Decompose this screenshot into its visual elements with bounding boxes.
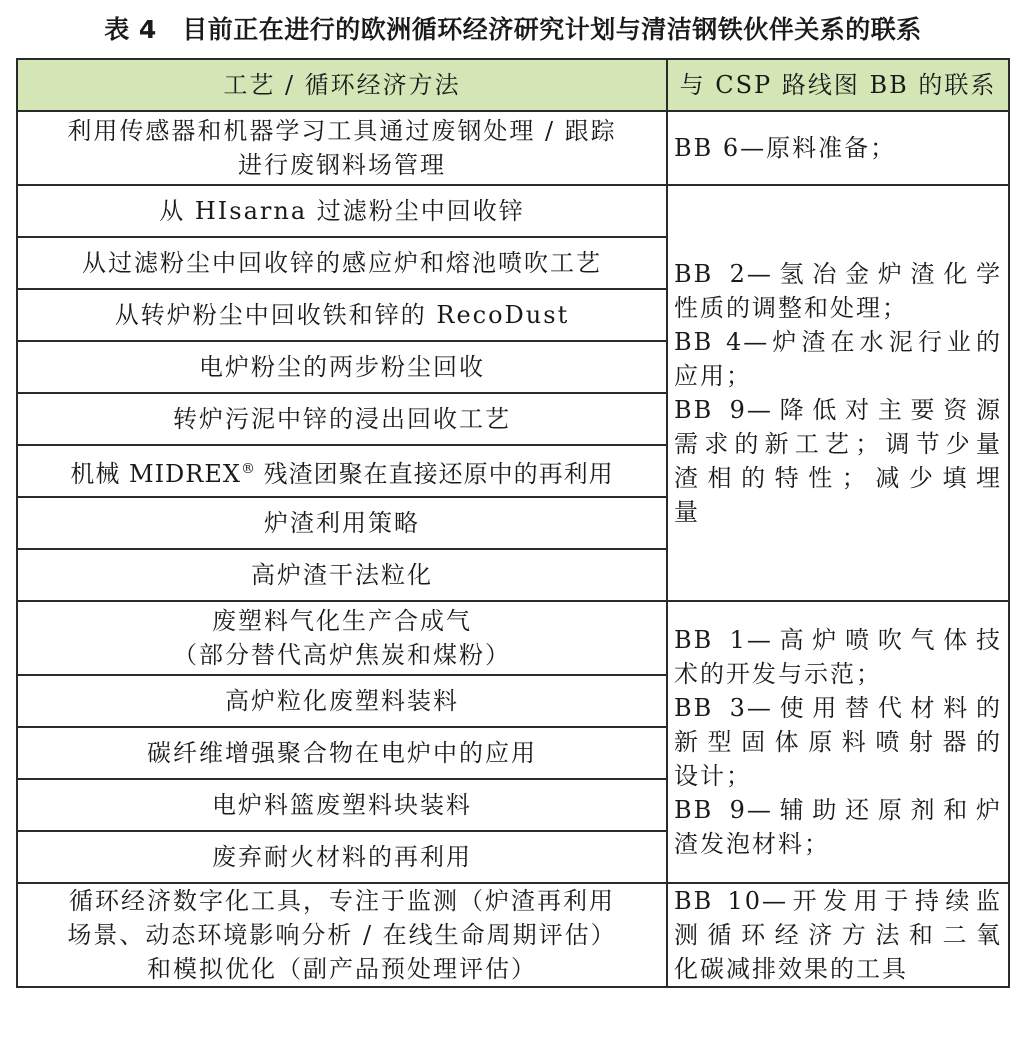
table-row xyxy=(17,883,1009,987)
link-line: BB 9—降低对主要资源 xyxy=(674,396,1002,424)
link-line: 量 xyxy=(674,498,700,526)
table-caption: 表 4 目前正在进行的欧洲循环经济研究计划与清洁钢铁伙伴关系的联系 xyxy=(104,15,922,44)
link-line: 渣相的特性；减少填埋 xyxy=(674,464,1002,492)
method-line: 废塑料气化生产合成气 xyxy=(212,607,472,635)
method-cell xyxy=(17,601,667,675)
link-line: BB 2—氢冶金炉渣化学 xyxy=(674,260,1002,288)
link-line: 新型固体原料喷射器的 xyxy=(674,728,1002,756)
link-line: 性质的调整和处理； xyxy=(674,294,908,322)
link-cell xyxy=(667,601,1009,883)
link-line: 术的开发与示范； xyxy=(674,660,882,688)
method-cell: 从转炉粉尘中回收铁和锌的 RecoDust xyxy=(17,289,667,341)
link-line: 化碳减排效果的工具 xyxy=(674,955,908,983)
method-line: 场景、动态环境影响分析 / 在线生命周期评估） xyxy=(67,921,617,949)
method-cell: 废弃耐火材料的再利用 xyxy=(17,831,667,883)
link-line: BB 10—开发用于持续监 xyxy=(674,887,1002,915)
link-cell xyxy=(667,883,1009,987)
method-cell xyxy=(17,111,667,185)
link-cell xyxy=(667,185,1009,601)
method-cell: 高炉渣干法粒化 xyxy=(17,549,667,601)
link-line: BB 1—高炉喷吹气体技 xyxy=(674,626,1002,654)
method-cell: 电炉粉尘的两步粉尘回收 xyxy=(17,341,667,393)
method-line: 利用传感器和机器学习工具通过废钢处理 / 跟踪 xyxy=(67,117,617,145)
method-line: 进行废钢料场管理 xyxy=(238,151,446,179)
link-line: 应用； xyxy=(674,362,752,390)
method-cell: 机械 MIDREX® 残渣团聚在直接还原中的再利用 xyxy=(17,445,667,497)
table-row xyxy=(17,111,1009,185)
link-line: BB 9—辅助还原剂和炉 xyxy=(674,796,1002,824)
method-cell: 碳纤维增强聚合物在电炉中的应用 xyxy=(17,727,667,779)
method-cell: 从过滤粉尘中回收锌的感应炉和熔池喷吹工艺 xyxy=(17,237,667,289)
link-line: 渣发泡材料； xyxy=(674,830,830,858)
registered-mark: ® xyxy=(240,460,255,477)
link-line: BB 3—使用替代材料的 xyxy=(674,694,1002,722)
method-cell: 转炉污泥中锌的浸出回收工艺 xyxy=(17,393,667,445)
link-line: BB 4—炉渣在水泥行业的 xyxy=(674,328,1002,356)
link-cell xyxy=(667,111,1009,185)
method-line: 循环经济数字化工具，专注于监测（炉渣再利用 xyxy=(69,887,615,915)
method-cell: 电炉料篮废塑料块装料 xyxy=(17,779,667,831)
table-row xyxy=(17,185,1009,237)
method-line: （部分替代高炉焦炭和煤粉） xyxy=(173,641,511,669)
link-line: 设计； xyxy=(674,762,752,790)
header-method: 工艺 / 循环经济方法 xyxy=(17,59,667,111)
method-cell: 炉渣利用策略 xyxy=(17,497,667,549)
method-cell: 从 HIsarna 过滤粉尘中回收锌 xyxy=(17,185,667,237)
research-table xyxy=(16,58,1010,988)
link-line: 测循环经济方法和二氧 xyxy=(674,921,1002,949)
link-line: 需求的新工艺；调节少量 xyxy=(674,430,1002,458)
table-row xyxy=(17,601,1009,675)
method-cell: 高炉粒化废塑料装料 xyxy=(17,675,667,727)
method-cell xyxy=(17,883,667,987)
link-line: BB 6—原料准备； xyxy=(674,134,897,162)
header-link: 与 CSP 路线图 BB 的联系 xyxy=(667,59,1009,111)
method-line: 和模拟优化（副产品预处理评估） xyxy=(147,955,537,983)
